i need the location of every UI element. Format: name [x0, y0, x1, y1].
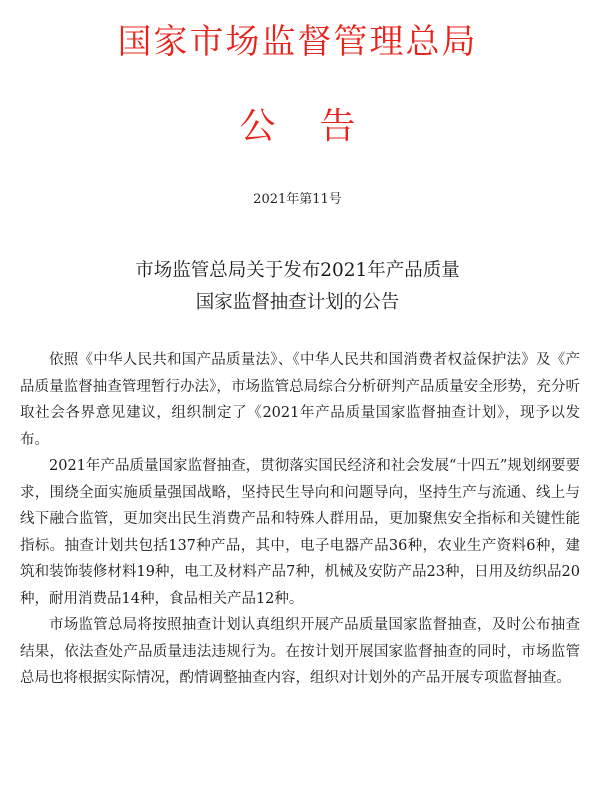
body-paragraph: 2021年产品质量国家监督抽查，贯彻落实国民经济和社会发展“十四五”规划纲要要求，围绕全面实施质量强国战略，坚持民生导向和问题导向，坚持生产与流通、线上与线下融合监管，更加突出民生消费产品和特殊人群用品，更加聚焦安全指标和关键性能指标。抽查计划共包括137种产品，其中，电子电器产品36种，农业生产资料6种，建筑和装饰装修材料19种，电工及材料产品7种，机械及安防产品23种，日用及纺织品20种，耐用消费品14种，食品相关产品12种。 [20, 458, 580, 607]
body-paragraph: 市场监管总局将按照抽查计划认真组织开展产品质量国家监督抽查，及时公布抽查结果，依法查处产品质量违法违规行为。在按计划开展国家监督抽查的同时，市场监管总局也将根据实际情况，酌情调整抽查内容，组织对计划外的产品开展专项监督抽查。 [20, 617, 580, 686]
agency-header: 国家市场监督管理总局 [117, 22, 478, 62]
body-paragraph: 依照《中华人民共和国产品质量法》、《中华人民共和国消费者权益保护法》及《产品质量监督抽查管理暂行办法》，市场监管总局综合分析研判产品质量安全形势，充分听取社会各界意见建议，组织制定了《2021年产品质量国家监督抽查计划》，现予以发布。 [20, 352, 580, 448]
document-body [20, 347, 580, 692]
document-number: 2021年第11号 [253, 192, 342, 207]
title-line-1: 市场监管总局关于发布2021年产品质量 [135, 260, 460, 281]
notice-heading: 公告 [239, 106, 400, 147]
title-line-2: 国家监督抽查计划的公告 [195, 292, 400, 313]
document-title [0, 255, 595, 319]
